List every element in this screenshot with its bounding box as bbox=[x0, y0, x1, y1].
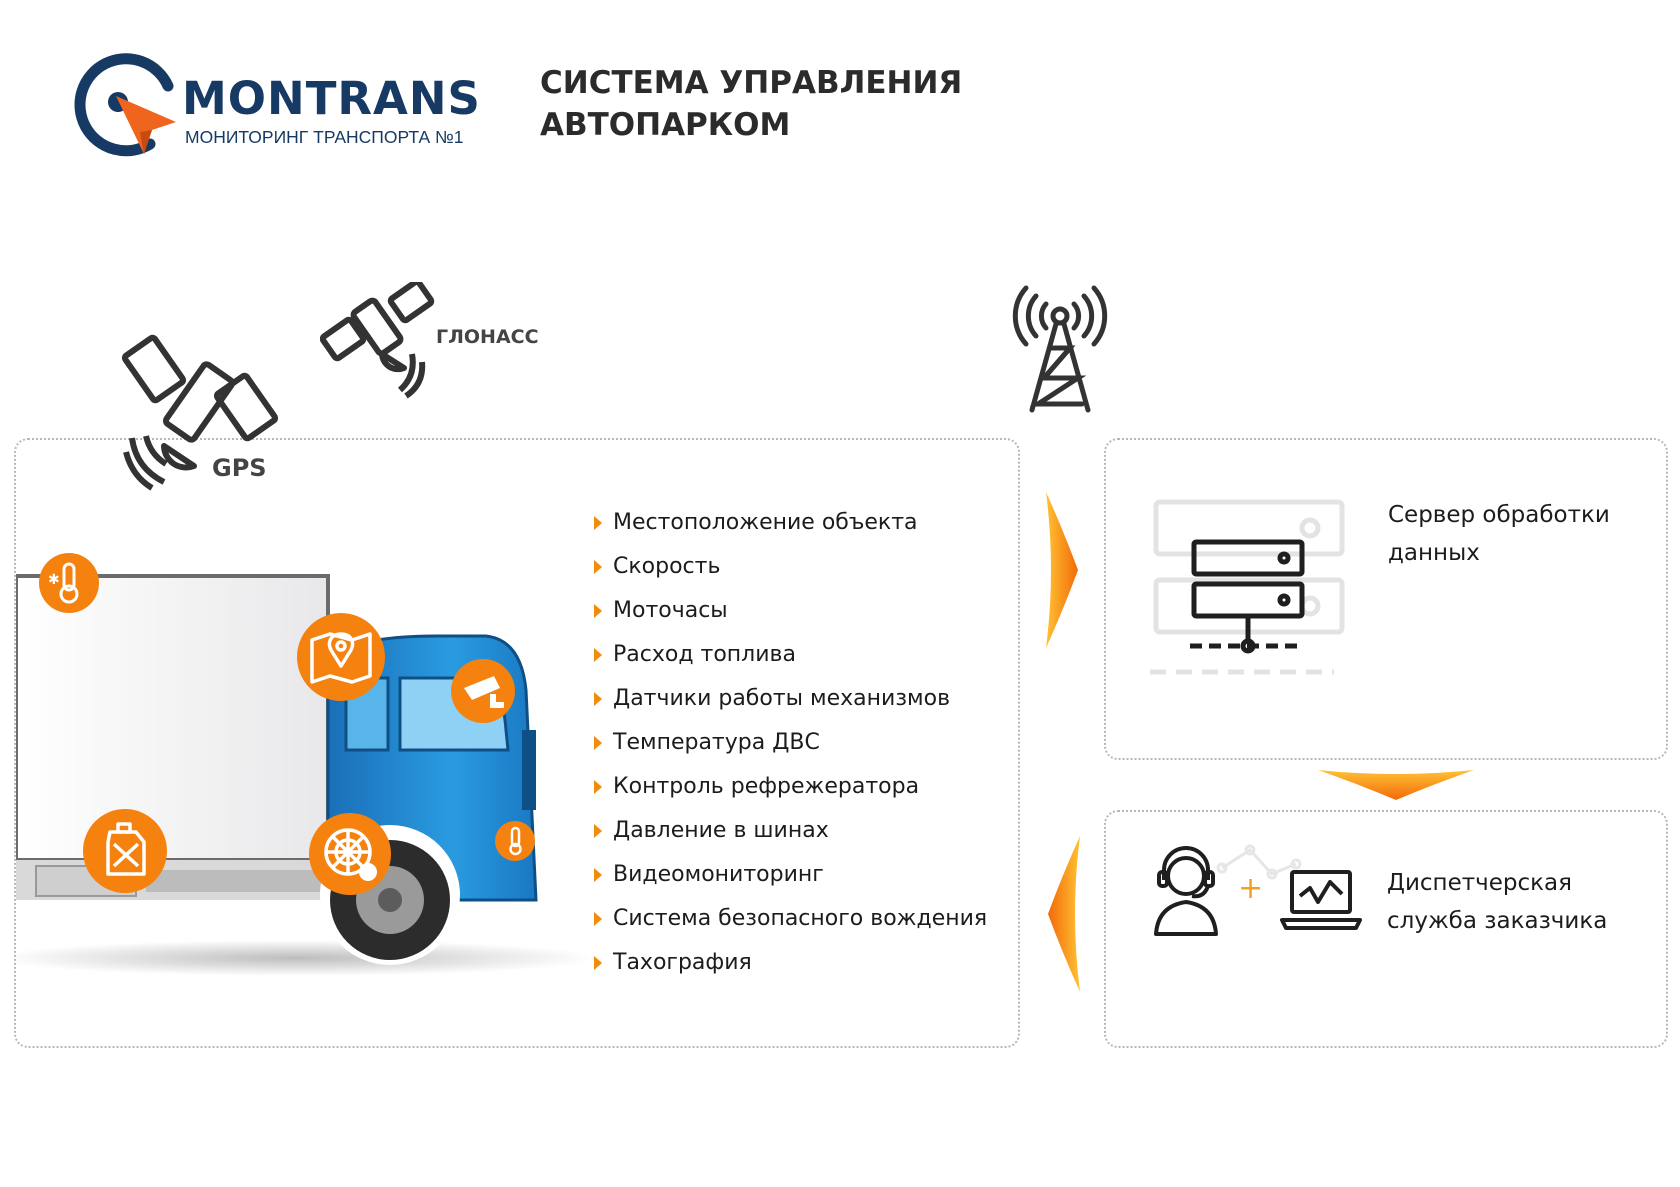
feature-item bbox=[594, 904, 987, 948]
bullet-arrow-icon bbox=[594, 780, 602, 794]
arrow-left-icon bbox=[1046, 836, 1080, 992]
feature-label: Тахография bbox=[613, 950, 752, 975]
arrow-down-icon bbox=[1318, 770, 1474, 800]
server-line-1: Сервер обработки bbox=[1388, 502, 1610, 528]
server-line-2: данных bbox=[1388, 540, 1480, 566]
laptop-chart-icon bbox=[1282, 872, 1360, 928]
bullet-arrow-icon bbox=[594, 912, 602, 926]
feature-list bbox=[594, 508, 987, 992]
bullet-arrow-icon bbox=[594, 692, 602, 706]
feature-item bbox=[594, 816, 987, 860]
dispatch-line-2: служба заказчика bbox=[1387, 908, 1608, 934]
radio-tower-icon bbox=[1010, 284, 1110, 414]
svg-text:✱: ✱ bbox=[48, 572, 60, 588]
feature-item bbox=[594, 640, 987, 684]
tire-icon bbox=[308, 812, 392, 896]
feature-item bbox=[594, 552, 987, 596]
bullet-arrow-icon bbox=[594, 560, 602, 574]
montrans-logo-icon bbox=[70, 52, 180, 162]
feature-label: Система безопасного вождения bbox=[613, 906, 988, 931]
dispatch-icons bbox=[1150, 830, 1390, 940]
bullet-arrow-icon bbox=[594, 868, 602, 882]
bullet-arrow-icon bbox=[594, 736, 602, 750]
fuel-canister-icon bbox=[82, 808, 168, 894]
feature-label: Скорость bbox=[613, 554, 721, 579]
bullet-arrow-icon bbox=[594, 604, 602, 618]
arrow-right-icon bbox=[1046, 492, 1080, 648]
page-title bbox=[540, 62, 962, 146]
plus-sign: + bbox=[1238, 871, 1264, 906]
feature-label: Местоположение объекта bbox=[613, 510, 918, 535]
title-line-2: АВТОПАРКОМ bbox=[540, 107, 791, 143]
thermometer-icon bbox=[494, 820, 536, 862]
dispatch-description bbox=[1387, 864, 1607, 940]
feature-label: Видеомониторинг bbox=[613, 862, 824, 887]
dispatch-line-1: Диспетчерская bbox=[1387, 870, 1572, 896]
feature-item bbox=[594, 948, 987, 992]
bullet-arrow-icon bbox=[594, 648, 602, 662]
satellite-icon bbox=[320, 282, 440, 412]
server-description bbox=[1388, 496, 1610, 572]
map-pin-icon bbox=[296, 612, 386, 702]
feature-label: Моточасы bbox=[613, 598, 728, 623]
title-line-1: СИСТЕМА УПРАВЛЕНИЯ bbox=[540, 65, 963, 101]
feature-item bbox=[594, 728, 987, 772]
logo bbox=[70, 52, 490, 162]
thermometer-icon bbox=[38, 552, 100, 614]
feature-label: Датчики работы механизмов bbox=[613, 686, 951, 711]
headset-operator-icon bbox=[1156, 848, 1216, 934]
feature-item bbox=[594, 772, 987, 816]
feature-label: Расход топлива bbox=[613, 642, 796, 667]
feature-item bbox=[594, 596, 987, 640]
feature-label: Давление в шинах bbox=[613, 818, 829, 843]
brand-tagline: МОНИТОРИНГ ТРАНСПОРТА №1 bbox=[185, 127, 464, 147]
brand-name: MONTRANS bbox=[182, 72, 481, 125]
feature-item bbox=[594, 860, 987, 904]
feature-item bbox=[594, 508, 987, 552]
truck-illustration bbox=[16, 540, 596, 980]
bullet-arrow-icon bbox=[594, 516, 602, 530]
camera-icon bbox=[450, 658, 516, 724]
feature-label: Контроль рефрежератора bbox=[613, 774, 920, 799]
server-icon bbox=[1150, 496, 1350, 686]
feature-item bbox=[594, 684, 987, 728]
feature-label: Температура ДВС bbox=[613, 730, 820, 755]
bullet-arrow-icon bbox=[594, 956, 602, 970]
gps-label: GPS bbox=[212, 454, 267, 482]
bullet-arrow-icon bbox=[594, 824, 602, 838]
glonass-label: ГЛОНАСС bbox=[436, 326, 539, 348]
